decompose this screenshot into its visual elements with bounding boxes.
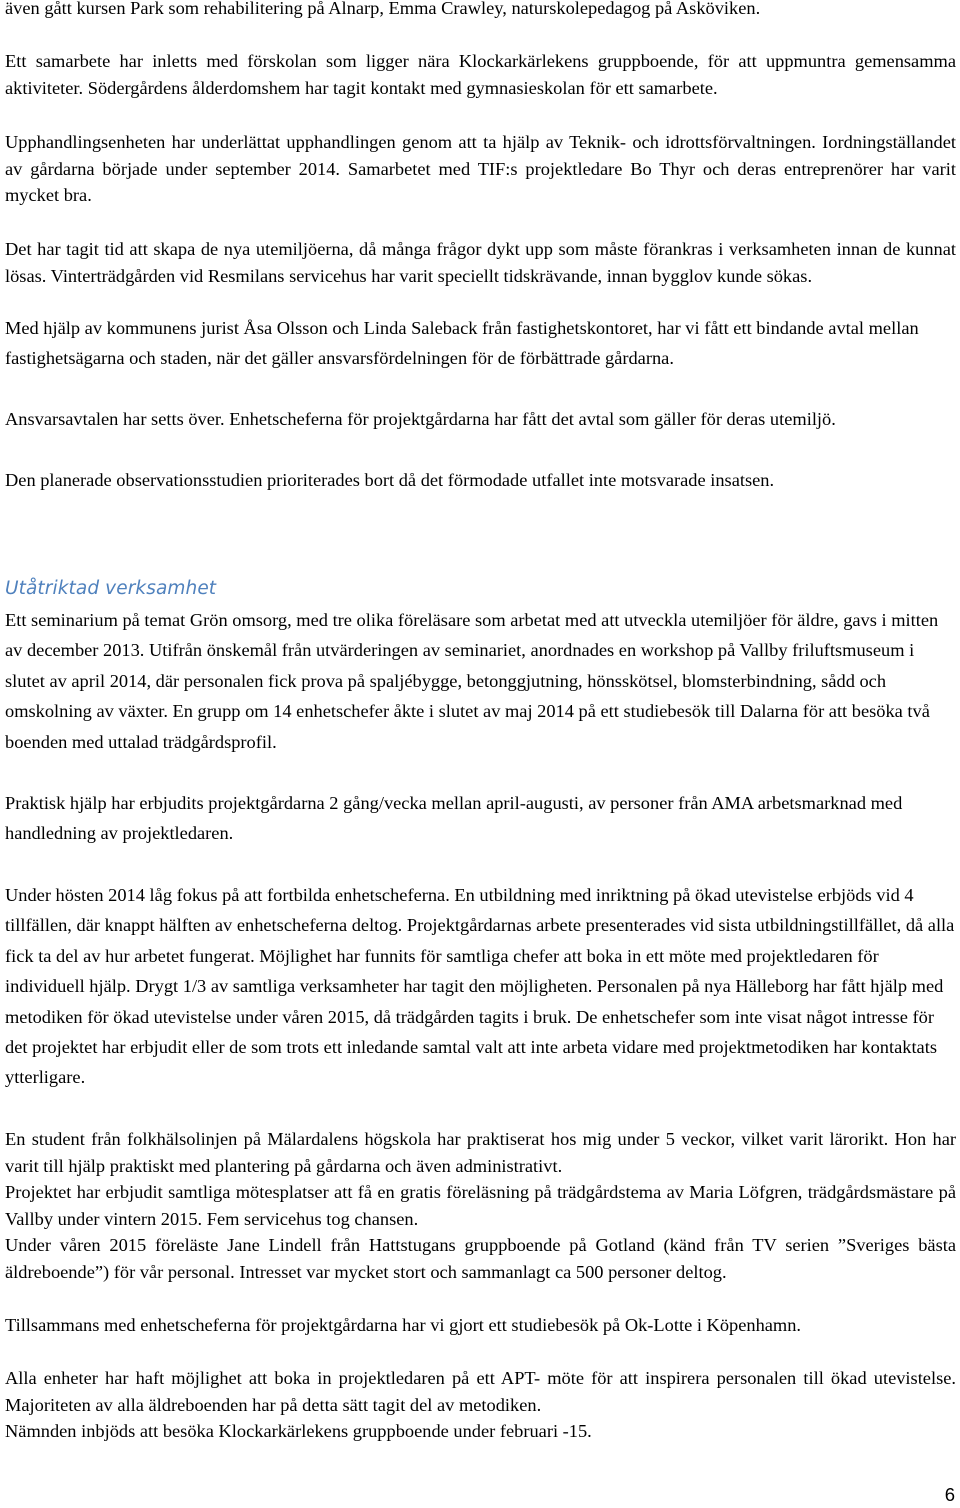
paragraph-student-internship: En student från folkhälsolinjen på Mälardalens högskola har praktiserat hos mig under 5 veckor, vilket varit lärorikt. Hon har varit till hjälp praktiskt med plantering på gårdarna och även administrativt. [5,1129,956,1176]
paragraph-autumn-training: Under hösten 2014 låg fokus på att fortbilda enhetscheferna. En utbildning med inriktning på ökad utevistelse erbjöds vid 4 tillfällen, där knappt hälften av enhetscheferna deltog. Projektgårdarnas arbete presenterades vid sista utbildningstillfället, då alla fick ta del av hur arbetet fungerat. Möjlighet har funnits för samtliga chefer att boka in ett möte med projektledaren för individuell hjälp. Drygt 1/3 av samtliga verksamheter har tagit den möjligheten. Personalen på nya Hälleborg har fått hjälp med metodiken för ökad utevistelse under våren 2015, då trädgården tagits i bruk. De enhetschefer som inte visat något intresse för det projektet har erbjudit eller de som trots ett inledande samtal valt att inte arbeta vidare med projektmetodiken har kontaktats ytterligare. [5,885,955,1088]
paragraph-free-lecture: Projektet har erbjudit samtliga mötesplatser att få en gratis föreläsning på trädgårdstema av Maria Löfgren, trädgårdsmästare på Vallby under vintern 2015. Fem servicehus tog chansen. [5,1182,956,1229]
paragraph-spring-lecture: Under våren 2015 föreläste Jane Lindell från Hattstugans gruppboende på Gotland (känd från TV serien ”Sveriges bästa äldreboende”) för vår personal. Intresset var mycket stort och sammanlagt ca 500 personer deltog. [5,1235,956,1282]
paragraph-seminar: Ett seminarium på temat Grön omsorg, med tre olika föreläsare som arbetat med att utveckla utemiljöer för äldre, gavs i mitten av december 2013. Utifrån önskemål från utvärderingen av seminariet, anordnades en workshop på Vallby friluftsmuseum i slutet av april 2014, där personalen fick prova på spaljébygge, betonggjutning, hönsskötsel, blomsterbindning, sådd och omskolning av växter. En grupp om 14 enhetschefer åkte i slutet av maj 2014 på ett studiebesök till Dalarna för att besöka två boenden med uttalad trädgårdsprofil. [5,610,939,752]
page-number: 6 [944,1484,955,1505]
paragraph-preschool-cooperation: Ett samarbete har inletts med förskolan som ligger nära Klockarkärlekens gruppboende, för att uppmuntra gemensamma aktiviteter. Södergårdens ålderdomshem har tagit kontakt med gymnasieskolan för ett samarbete. [5,51,956,98]
paragraph-apt-meetings: Alla enheter har haft möjlighet att boka in projektledaren på ett APT- möte för att inspirera personalen till ökad utevistelse. Majoriteten av alla äldreboenden har på detta sätt tagit del av metodiken. [5,1368,956,1415]
paragraph-observation-study: Den planerade observationsstudien prioriterades bort då det förmodade utfallet inte motsvarade insatsen. [5,470,775,490]
paragraph-practical-help: Praktisk hjälp har erbjudits projektgårdarna 2 gång/vecka mellan april-augusti, av personer från AMA arbetsmarknad med handledning av projektledaren. [5,793,903,844]
paragraph-board-invitation: Nämnden inbjöds att besöka Klockarkärlekens gruppboende under februari -15. [5,1421,592,1441]
paragraph-outdoor-environments: Det har tagit tid att skapa de nya utemiljöerna, då många frågor dykt upp som måste förankras i verksamheten innan de kunnat lösas. Vinterträdgården vid Resmilans servicehus har varit speciellt tidskrävande, innan bygglov kunde sökas. [5,239,956,286]
paragraph-study-visit: Tillsammans med enhetscheferna för projektgårdarna har vi gjort ett studiebesök på Ok-Lotte i Köpenhamn. [5,1315,802,1335]
paragraph-course-attendance: även gått kursen Park som rehabilitering på Alnarp, Emma Crawley, naturskolepedagog på Asköviken. [5,0,761,18]
paragraph-procurement: Upphandlingsenheten har underlättat upphandlingen genom att ta hjälp av Teknik- och idrottsförvaltningen. Iordningställandet av gårdarna började under september 2014. Samarbetet med TIF:s projektledare Bo Thyr och deras entreprenörer har varit mycket bra. [5,132,956,205]
paragraph-responsibility-agreements: Ansvarsavtalen har setts över. Enhetscheferna för projektgårdarna har fått det avtal som gäller för deras utemiljö. [5,409,836,429]
paragraph-legal-agreement: Med hjälp av kommunens jurist Åsa Olsson och Linda Saleback från fastighetskontoret, har vi fått ett bindande avtal mellan fastighetsägarna och staden, när det gäller ansvarsfördelningen för de förbättrade gårdarna. [5,318,919,369]
section-heading-outreach: Utåtriktad verksamhet [5,578,217,599]
